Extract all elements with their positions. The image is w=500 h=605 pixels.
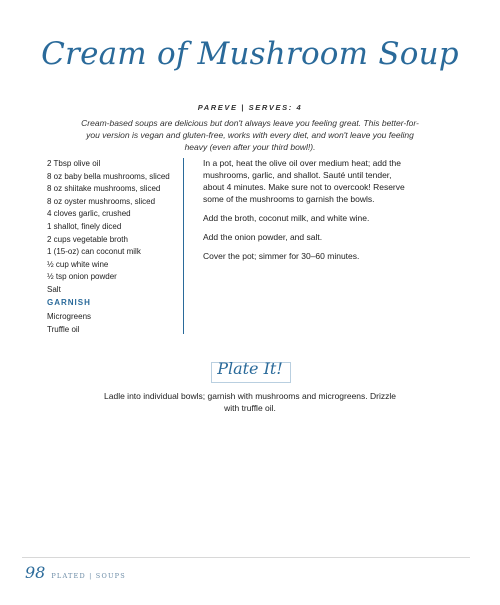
garnish-item: Microgreens (47, 312, 92, 321)
ingredient-item: 8 oz shiitake mushrooms, sliced (47, 184, 161, 194)
ingredient-item: 2 cups vegetable broth (47, 234, 128, 244)
column-divider (183, 158, 184, 334)
recipe-title: Cream of Mushroom Soup (41, 36, 459, 72)
footer-section-label: PLATED | SOUPS (51, 572, 126, 580)
garnish-item: Truffle oil (47, 324, 80, 334)
ingredient-item: 4 cloves garlic, crushed (47, 209, 131, 219)
instruction-step: Cover the pot; simmer for 30–60 minutes. (203, 251, 360, 261)
instruction-step: Add the broth, coconut milk, and white wine. (203, 213, 370, 223)
ingredient-list (47, 158, 179, 297)
plate-it-text: Ladle into individual bowls; garnish with mushrooms and microgreens. Drizzle with truffle oil. (104, 391, 396, 413)
instruction-step: In a pot, heat the olive oil over medium heat; add the mushrooms, garlic, and shallot. Sauté until tender, about 4 minutes. Make sure not to overcook! Reserve some of the mushrooms to garnish the bowls. (203, 158, 405, 204)
garnish-heading: GARNISH (47, 298, 91, 307)
ingredient-item: 1 (15-oz) can coconut milk (47, 247, 141, 257)
page-number: 98 (25, 563, 46, 582)
ingredient-item: ½ tsp onion powder (47, 272, 117, 282)
ingredient-item: Salt (47, 284, 61, 294)
footer-rule (22, 557, 470, 558)
recipe-meta: PAREVE | SERVES: 4 (197, 103, 303, 112)
ingredient-item: 2 Tbsp olive oil (47, 159, 101, 168)
ingredient-item: 1 shallot, finely diced (47, 221, 122, 231)
page-footer (25, 563, 126, 582)
recipe-intro: Cream-based soups are delicious but don't always leave you feeling great. This better-for-you version is vegan and gluten-free, works with every diet, and won't leave you feeling heavy (even after your third bowl!). (81, 118, 419, 152)
instruction-step: Add the onion powder, and salt. (203, 232, 323, 242)
instructions (203, 157, 409, 269)
plate-it-heading: Plate It! (217, 359, 283, 378)
ingredient-item: 8 oz baby bella mushrooms, sliced (47, 171, 170, 181)
ingredient-item: 8 oz oyster mushrooms, sliced (47, 196, 156, 206)
ingredient-item: ½ cup white wine (47, 259, 109, 269)
garnish-list (47, 311, 91, 336)
